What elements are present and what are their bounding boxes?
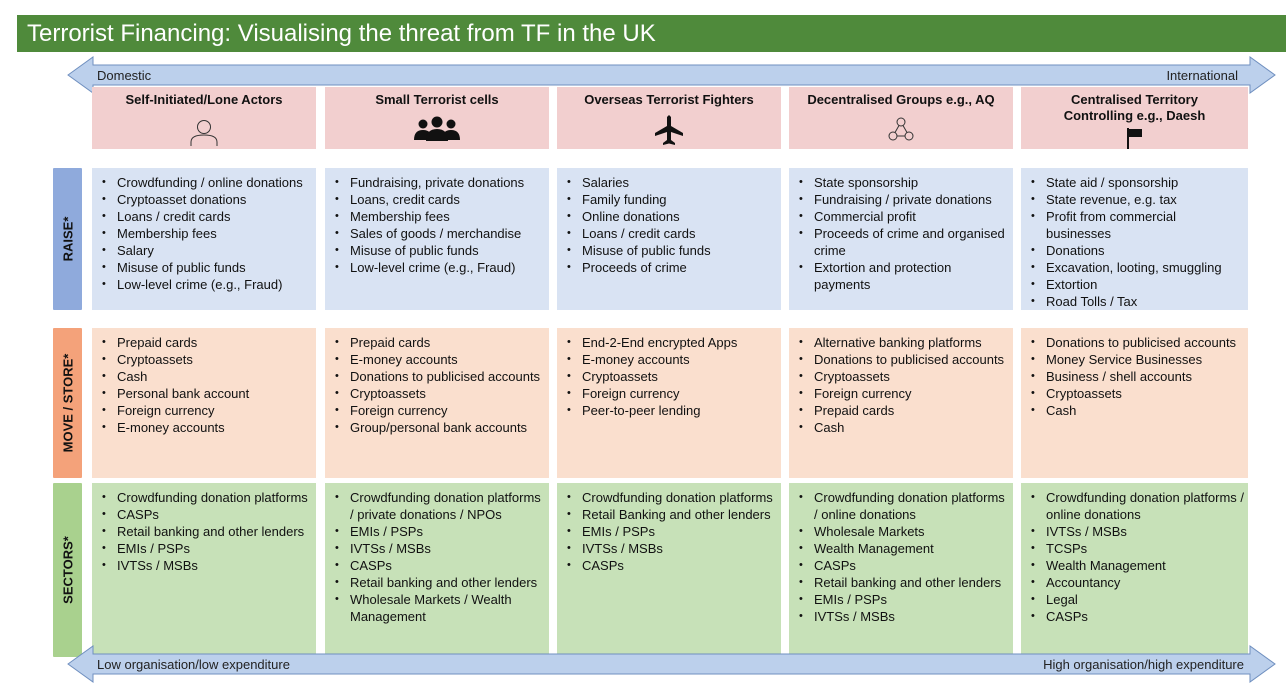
list-item: • EMIs / PSPs bbox=[797, 591, 1009, 608]
list-item: • End-2-End encrypted Apps bbox=[565, 334, 777, 351]
raise-cell-centralised bbox=[1021, 168, 1248, 310]
list-item: • CASPs bbox=[1029, 608, 1244, 625]
move-cell-small-cells bbox=[325, 328, 549, 478]
list-item: • Loans / credit cards bbox=[565, 225, 777, 242]
bullet-list bbox=[100, 174, 312, 293]
list-item: • EMIs / PSPs bbox=[333, 523, 545, 540]
airplane-icon bbox=[654, 114, 684, 146]
list-item: • IVTSs / MSBs bbox=[333, 540, 545, 557]
network-icon bbox=[886, 115, 916, 143]
list-item: • Online donations bbox=[565, 208, 777, 225]
list-item: • Crowdfunding donation platforms bbox=[100, 489, 312, 506]
list-item: • TCSPs bbox=[1029, 540, 1244, 557]
list-item: • Cryptoassets bbox=[565, 368, 777, 385]
row-label-raise bbox=[53, 168, 82, 310]
sectors-cell-overseas-fighters bbox=[557, 483, 781, 657]
person-icon bbox=[189, 119, 219, 147]
list-item: • EMIs / PSPs bbox=[100, 540, 312, 557]
group-icon bbox=[413, 116, 461, 142]
sectors-cell-centralised bbox=[1021, 483, 1248, 657]
list-item: • Cryptoassets bbox=[100, 351, 312, 368]
list-item: • CASPs bbox=[333, 557, 545, 574]
bullet-list bbox=[797, 489, 1009, 625]
move-cell-decentralised bbox=[789, 328, 1013, 478]
list-item: • Foreign currency bbox=[333, 402, 545, 419]
list-item: • Misuse of public funds bbox=[565, 242, 777, 259]
column-header-label: Decentralised Groups e.g., AQ bbox=[807, 92, 995, 107]
bullet-list bbox=[333, 174, 545, 276]
list-item: • CASPs bbox=[565, 557, 777, 574]
list-item: • Alternative banking platforms bbox=[797, 334, 1009, 351]
list-item: • Business / shell accounts bbox=[1029, 368, 1244, 385]
list-item: • Donations to publicised accounts bbox=[797, 351, 1009, 368]
bullet-list bbox=[1029, 174, 1244, 310]
page-title: Terrorist Financing: Visualising the threat from TF in the UK bbox=[27, 20, 656, 47]
list-item: • Accountancy bbox=[1029, 574, 1244, 591]
list-item: • Retail banking and other lenders bbox=[333, 574, 545, 591]
list-item: • Group/personal bank accounts bbox=[333, 419, 545, 436]
sectors-cell-small-cells bbox=[325, 483, 549, 657]
list-item: • Crowdfunding donation platforms / online donations bbox=[797, 489, 1009, 523]
list-item: • Cash bbox=[1029, 402, 1244, 419]
list-item: • Low-level crime (e.g., Fraud) bbox=[333, 259, 545, 276]
list-item: • Family funding bbox=[565, 191, 777, 208]
bullet-list bbox=[565, 334, 777, 419]
list-item: • Misuse of public funds bbox=[100, 259, 312, 276]
raise-cell-overseas-fighters bbox=[557, 168, 781, 310]
arrow-label-high-organisation: High organisation/high expenditure bbox=[1043, 657, 1244, 672]
row-label-text: MOVE / STORE* bbox=[60, 353, 75, 453]
list-item: • Foreign currency bbox=[100, 402, 312, 419]
list-item: • Prepaid cards bbox=[797, 402, 1009, 419]
bullet-list bbox=[565, 174, 777, 276]
sectors-cell-decentralised bbox=[789, 483, 1013, 657]
list-item: • CASPs bbox=[100, 506, 312, 523]
list-item: • Peer-to-peer lending bbox=[565, 402, 777, 419]
row-label-text: RAISE* bbox=[60, 216, 75, 262]
list-item: • Wholesale Markets / Wealth Management bbox=[333, 591, 545, 625]
list-item: • Cryptoassets bbox=[1029, 385, 1244, 402]
list-item: • State sponsorship bbox=[797, 174, 1009, 191]
bullet-list bbox=[100, 334, 312, 436]
list-item: • Membership fees bbox=[333, 208, 545, 225]
column-header-overseas-fighters bbox=[557, 87, 781, 149]
bullet-list bbox=[100, 489, 312, 574]
list-item: • Proceeds of crime bbox=[565, 259, 777, 276]
list-item: • Donations to publicised accounts bbox=[333, 368, 545, 385]
list-item: • Crowdfunding donation platforms / online donations bbox=[1029, 489, 1244, 523]
list-item: • Fundraising, private donations bbox=[333, 174, 545, 191]
list-item: • Wealth Management bbox=[1029, 557, 1244, 574]
list-item: • Low-level crime (e.g., Fraud) bbox=[100, 276, 312, 293]
move-cell-lone-actors bbox=[92, 328, 316, 478]
title-bar bbox=[17, 15, 1286, 52]
list-item: • E-money accounts bbox=[565, 351, 777, 368]
raise-cell-small-cells bbox=[325, 168, 549, 310]
list-item: • Retail Banking and other lenders bbox=[565, 506, 777, 523]
list-item: • State revenue, e.g. tax bbox=[1029, 191, 1244, 208]
row-label-move-store bbox=[53, 328, 82, 478]
bullet-list bbox=[1029, 489, 1244, 625]
list-item: • Loans / credit cards bbox=[100, 208, 312, 225]
flag-icon bbox=[1124, 127, 1146, 149]
list-item: • Cash bbox=[100, 368, 312, 385]
list-item: • Sales of goods / merchandise bbox=[333, 225, 545, 242]
list-item: • Extortion and protection payments bbox=[797, 259, 1009, 293]
list-item: • CASPs bbox=[797, 557, 1009, 574]
row-label-sectors bbox=[53, 483, 82, 657]
list-item: • Misuse of public funds bbox=[333, 242, 545, 259]
column-header-label: Centralised Territory Controlling e.g., Daesh bbox=[1063, 92, 1206, 123]
column-header-lone-actors bbox=[92, 87, 316, 149]
move-cell-overseas-fighters bbox=[557, 328, 781, 478]
list-item: • Cash bbox=[797, 419, 1009, 436]
list-item: • Retail banking and other lenders bbox=[797, 574, 1009, 591]
list-item: • Cryptoassets bbox=[333, 385, 545, 402]
bullet-list bbox=[333, 489, 545, 625]
column-header-decentralised bbox=[789, 87, 1013, 149]
column-header-label: Self-Initiated/Lone Actors bbox=[125, 92, 283, 107]
raise-cell-decentralised bbox=[789, 168, 1013, 310]
sectors-cell-lone-actors bbox=[92, 483, 316, 657]
list-item: • Excavation, looting, smuggling bbox=[1029, 259, 1244, 276]
list-item: • E-money accounts bbox=[333, 351, 545, 368]
list-item: • E-money accounts bbox=[100, 419, 312, 436]
bullet-list bbox=[797, 174, 1009, 293]
list-item: • Salary bbox=[100, 242, 312, 259]
list-item: • Profit from commercial businesses bbox=[1029, 208, 1244, 242]
list-item: • IVTSs / MSBs bbox=[565, 540, 777, 557]
list-item: • Proceeds of crime and organised crime bbox=[797, 225, 1009, 259]
bullet-list bbox=[797, 334, 1009, 436]
list-item: • IVTSs / MSBs bbox=[1029, 523, 1244, 540]
arrow-label-international: International bbox=[1166, 68, 1238, 83]
bullet-list bbox=[333, 334, 545, 436]
list-item: • EMIs / PSPs bbox=[565, 523, 777, 540]
list-item: • Cryptoassets bbox=[797, 368, 1009, 385]
list-item: • IVTSs / MSBs bbox=[100, 557, 312, 574]
arrow-label-low-organisation: Low organisation/low expenditure bbox=[97, 657, 290, 672]
list-item: • Fundraising / private donations bbox=[797, 191, 1009, 208]
list-item: • Extortion bbox=[1029, 276, 1244, 293]
list-item: • Loans, credit cards bbox=[333, 191, 545, 208]
list-item: • Crowdfunding donation platforms bbox=[565, 489, 777, 506]
list-item: • Money Service Businesses bbox=[1029, 351, 1244, 368]
list-item: • Legal bbox=[1029, 591, 1244, 608]
list-item: • Membership fees bbox=[100, 225, 312, 242]
list-item: • Road Tolls / Tax bbox=[1029, 293, 1244, 310]
list-item: • Foreign currency bbox=[797, 385, 1009, 402]
organisation-expenditure-arrow bbox=[0, 644, 1286, 684]
list-item: • Donations bbox=[1029, 242, 1244, 259]
list-item: • Wholesale Markets bbox=[797, 523, 1009, 540]
list-item: • Prepaid cards bbox=[100, 334, 312, 351]
row-label-text: SECTORS* bbox=[60, 536, 75, 604]
list-item: • Wealth Management bbox=[797, 540, 1009, 557]
column-header-label: Small Terrorist cells bbox=[375, 92, 499, 107]
list-item: • Commercial profit bbox=[797, 208, 1009, 225]
list-item: • Retail banking and other lenders bbox=[100, 523, 312, 540]
list-item: • Donations to publicised accounts bbox=[1029, 334, 1244, 351]
list-item: • State aid / sponsorship bbox=[1029, 174, 1244, 191]
column-header-label: Overseas Terrorist Fighters bbox=[584, 92, 754, 107]
list-item: • Salaries bbox=[565, 174, 777, 191]
column-header-small-cells bbox=[325, 87, 549, 149]
list-item: • Crowdfunding donation platforms / private donations / NPOs bbox=[333, 489, 545, 523]
bullet-list bbox=[1029, 334, 1244, 419]
move-cell-centralised bbox=[1021, 328, 1248, 478]
list-item: • Crowdfunding / online donations bbox=[100, 174, 312, 191]
list-item: • IVTSs / MSBs bbox=[797, 608, 1009, 625]
list-item: • Personal bank account bbox=[100, 385, 312, 402]
raise-cell-lone-actors bbox=[92, 168, 316, 310]
list-item: • Foreign currency bbox=[565, 385, 777, 402]
column-header-centralised bbox=[1021, 87, 1248, 149]
bullet-list bbox=[565, 489, 777, 574]
arrow-label-domestic: Domestic bbox=[97, 68, 152, 83]
list-item: • Prepaid cards bbox=[333, 334, 545, 351]
list-item: • Cryptoasset donations bbox=[100, 191, 312, 208]
